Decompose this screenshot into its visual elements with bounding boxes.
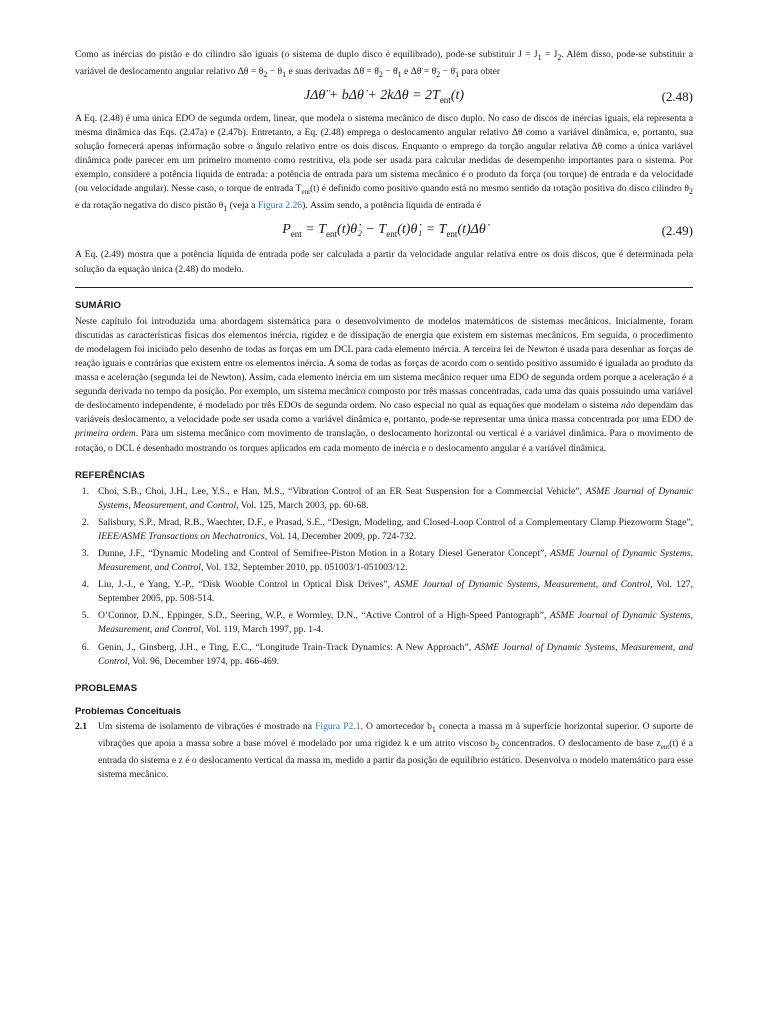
summary-heading: SUMÁRIO [75,299,122,311]
section-divider [75,287,693,288]
references-section [75,470,693,669]
equation-2-49: $P_{ent}$ = $T_{ent}(t)\thetȧ_2$ − $T_{ent}(t)\thetȧ_1$ = $T_{ent}(t)\Delta\thetȧ$ (2.49) [282,222,693,240]
reference-item: 5. O’Connor, D.N., Eppinger, S.D., Seering, W.P., e Wormley, D.N., “Active Control of a High-Speed Pantograph”, ASME Journal of Dynamic Systems, Measurement, and Control, Vol. 119, March 1997, pp. 1-4. [81,610,693,636]
problems-heading: PROBLEMAS [75,682,138,694]
equation-number: (2.49) [661,223,693,239]
references-heading: REFERÊNCIAS [75,469,145,481]
page [75,48,693,782]
references-list [75,485,693,669]
reference-item: 4. Liu, J.-J., e Yang, Y.-P., “Disk Wooble Control in Optical Disk Drives”, ASME Journal of Dynamic Systems, Measurement, and Control, Vol. 127, September 2005, pp. 508-514. [81,579,693,605]
figure-link[interactable]: Figura 2.26 [257,200,303,212]
reference-item: 3. Dunne, J.F., “Dynamic Modeling and Control of Semifree-Piston Motion in a Rotary Diesel Generator Concept”, ASME Journal of Dynamic Systems, Measurement, and Control, Vol. 132, September 2010, pp. 051003/1-051003/12. [81,547,693,574]
summary-paragraph: Neste capítulo foi introduzida uma abordagem sistemática para o desenvolvimento de modelos matemáticos de sistemas mecânicos. Inicialmente, foram discutidas as características físicas dos elementos inércia, rigidez e de dissipação de energia que existem em sistemas mecânicos. Em seguida, o procedimento de modelagem foi iniciado pelo desenho de todas as forças em um DCL para cada elemento inércia. A terceira lei de Newton é usada para desenhar as forças de reação iguais e contrárias que existem entre os elementos inércia. A soma de todas as forças de acordo com o sentido positivo assumido é igualada ao produto da massa e aceleração (segunda lei de Newton). Assim, cada elemento inércia em um sistema mecânico requer uma EDO de segunda ordem porque a aceleração é a segunda derivada no tempo da posição. Por exemplo, um sistema mecânico composto por três massas concentradas, cada uma das quais possuindo uma variável de deslocamento independente, é modelado por três EDOs de segunda ordem. No caso especial no qual as equações que modelam o sistema não dependam das variáveis deslocamento, a velocidade pode ser usada como a variável dinâmica e, portanto, pode-se representar uma única massa concentrada por uma EDO de primeira ordem. Para um sistema mecânico com movimento de translação, o deslocamento horizontal ou vertical é a variável dinâmica. Para o movimento de rotação, o DCL é desenhado mostrando os torques aplicados em cada momento de inércia e o deslocamento angular é a variável dinâmica. [75,315,693,454]
figure-link[interactable]: Figura P2.1 [315,720,361,732]
reference-item: 1. Choi, S.B., Choi, J.H., Lee, Y.S., e Han, M.S., “Vibration Control of an ER Seat Suspension for a Commercial Vehicle”, ASME Journal of Dynamic Systems, Measurement, and Control, Vol. 125, March 2003, pp. 60-68. [81,485,693,511]
body-paragraph: A Eq. (2.48) é uma única EDO de segunda ordem, linear, que modela o sistema mecânico de disco duplo. No caso de discos de inércias iguais, ela representa a mesma dinâmica das Eqs. (2.47a) e (2.47b). Entretanto, a Eq. (2.48) emprega o deslocamento angular relativo Δθ como a variável dinâmica, e, portanto, sua solução fornecerá apenas informação sobre o ângulo relativo entre os dois discos. Enquanto o emprego da torção angular relativa Δθ como a única variável dinâmica pode parecer em um primeiro momento como restritiva, ela pode ser usada para calcular medidas de desempenho importantes para o sistema. Por exemplo, considere a potência líquida de entrada: a potência de entrada para um sistema mecânico é o produto da força (ou torque) de entrada e da velocidade (ou velocidade angular). Nesse caso, o torque de entrada $T_{ent}(t)$ é definido como positivo quando está no mesmo sentido da rotação positiva do disco cilindro $\theta_2$ e da rotação negativa do disco pistão $\theta_1$ (veja a Figura 2.26). Assim sendo, a potência líquida de entrada é [75,113,694,214]
problems-section [75,683,693,782]
body-paragraph: A Eq. (2.49) mostra que a potência líquida de entrada pode ser calculada a partir da velocidade angular relativa entre os dois discos, que é determinada pela solução da equação única (2.48) do modelo. [75,249,693,275]
equation-number: (2.48) [661,89,693,104]
reference-item: 6. Genin, J., Ginsberg, J.H., e Ting, E.C., “Longitude Train-Track Dynamics: A New Approach”, ASME Journal of Dynamic Systems, Measurement, and Control, Vol. 96, December 1974, pp. 466-469. [81,641,694,667]
problems-subheading: Problemas Conceituais [75,705,182,717]
equation-2-48: JΔθ̈ + bΔθ̇ + $2k\Delta\theta = 2T_{ent}(t)$ (2.48) [303,88,693,105]
intro-paragraph: Como as inércias do pistão e do cilindro são iguais (o sistema de duplo disco é equilibrado), pode-se substituir $J = J_1 = J_2$. Além disso, pode-se substituir a variável de deslocamento angular relativo $\Delta\theta = \theta_2 - \theta_1$ e suas derivadas Δθ̇ = $\thetȧ_2$ − $\thetȧ_1$ e Δθ̈ = $\thetä_2$ − $\thetä_1$ para obter [75,49,693,79]
reference-item: 2. Salisbury, S.P., Mrad, R.B., Waechter, D.F., e Prasad, S.E., “Design, Modeling, and Closed-Loop Control of a Complementary Clamp Piezoworm Stage”, IEEE/ASME Transactions on Mechatronics, Vol. 14, December 2009, pp. 724-732. [81,516,693,542]
problem-2-1: 2.1 Um sistema de isolamento de vibrações é mostrado na Figura P2.1. O amortecedor $b_1$ conecta a massa m à superfície horizontal superior. O suporte de vibrações que apoia a massa sobre a base móvel é modelado por uma rigidez k e um atrito viscoso $b_2$ concentrados. O deslocamento de base $z_{ent}(t)$ é a entrada do sistema e z é o deslocamento vertical da massa m, medido a partir da posição de equilíbrio estático. Desenvolva o modelo matemático para esse sistema mecânico. [75,720,694,780]
